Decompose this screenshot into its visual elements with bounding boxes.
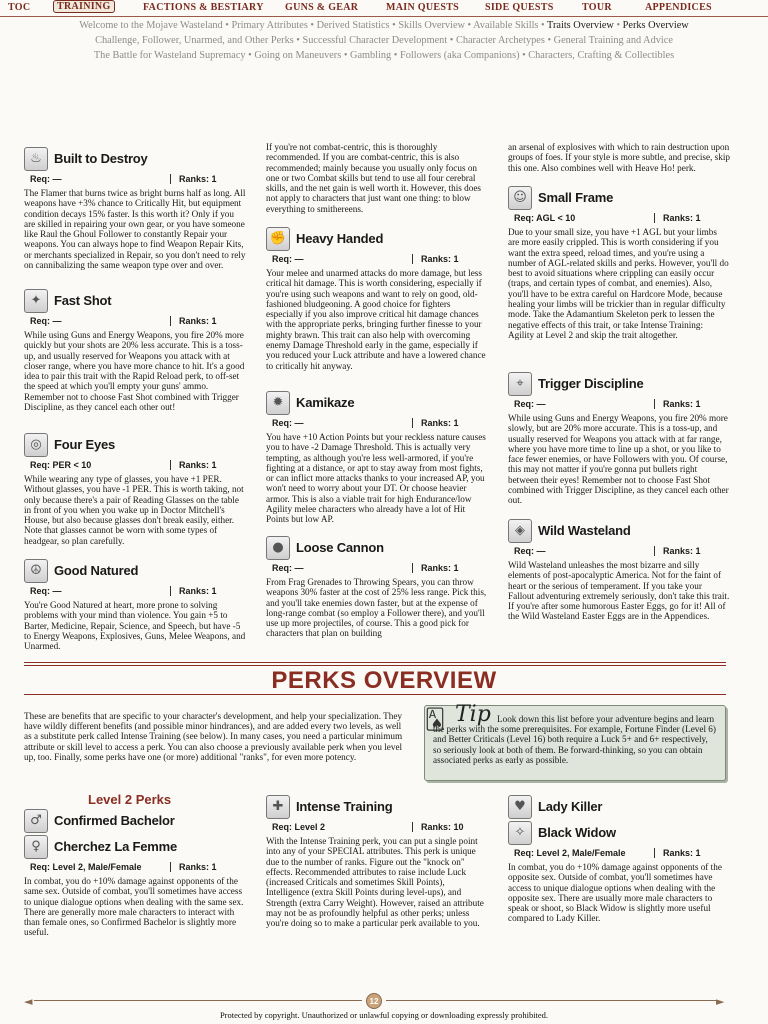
perk-title: Intense Training [296, 798, 393, 814]
trait-req-row: Req: — Ranks: 1 [508, 399, 730, 409]
trait-req-row: Req: — Ranks: 1 [266, 254, 488, 264]
subnav-line-2: Challenge, Follower, Unarmed, and Other Perks • Successful Character Development • Character Archetypes • General Training and Advice [95, 35, 673, 46]
trait-description: While using Guns and Energy Weapons, you fire 20% more quickly but your shots are 20% less accurate. This is a toss-up, and usually reserved for Weapons you attack with at closer range, where you have more chance to hit. It's a good idea to pair this trait with the Rapid Reload perk, to off-set the speed at which you'll empty your guns' ammo. Remember not to choose Fast Shot combined with Trigger Discipline, as they cancel each other out! [24, 330, 245, 413]
tip-text: Look down this list before your adventure begins and learn the perks with the some prerequisites. For example, Fortune Finder (Level 6) and Better Criticals (Level 16) both require a Luck 5+ and 6+ respectively, so seriously look at both of them. Be forward-thinking, so you can obtain associated perks as early as possible. [433, 714, 716, 765]
subnav-link[interactable]: Characters, Crafting & Collectibles [528, 50, 675, 61]
figure-icon: ☺ [508, 186, 532, 210]
trait-built-to-destroy [24, 146, 246, 270]
trigger-icon: ⌖ [508, 372, 532, 396]
ufo-icon: ◈ [508, 519, 532, 543]
trait-req-row: Req: — Ranks: 1 [24, 174, 246, 184]
trait-description: Due to your small size, you have +1 AGL but your limbs are more easily crippled. This is worth considering if you want the extra speed, reload times, and you're using a number of AGL-related skills and perks. However, you'll do best to avoid situations where crippling can easily occur (traps, and certain types of combat, and enemies). Also, you'll have to be extra careful on Hardcore Mode, because healing your limbs will be trickier than in regular difficulty mode. Take the Adamantium Skeleton perk to lessen the negative effects of this trait, or take Intense Training: Agility at Level 2 and skip the trait altogether. [508, 227, 729, 340]
trait-description: an arsenal of explosives with which to rain destruction upon groups of foes. If your style is more subtle, and precise, skip this one. Also combines well with Heave Ho! perk. [508, 142, 730, 173]
trait-req-row: Req: AGL < 10 Ranks: 1 [508, 213, 730, 223]
perk-intense-training [266, 794, 488, 929]
subnav-link[interactable]: Primary Attributes [231, 20, 308, 31]
trait-req-row: Req: — Ranks: 1 [266, 563, 488, 573]
perk-title: Lady Killer [538, 798, 603, 814]
nav-appendices[interactable]: APPENDICES [645, 2, 712, 13]
trait-title: Wild Wasteland [538, 522, 631, 538]
trait-continuation [508, 142, 730, 173]
trait-description: Wild Wasteland unleashes the most bizarre and silly elements of post-apocalyptic America. Not for the faint of heart or the serious of temperament. If you take your Fallout adventuring extremely seriously, don't take this trait. If you're after some humorous Easter Eggs, go for it! All of the Wild Wasteland Easter Eggs are in the Appendices. [508, 560, 730, 622]
perks-intro: These are benefits that are specific to your character's development, and help your specialization. They have wildly different benefits (and possible minor hindrances), and are added every two levels, as well as a substitute perk called Intense Training (see below). In many cases, you need a particular minimum attribute or skill level to access a perk. You can also choose a previously available perk when you level up, too. Finally, some perks have one (or more) additional "ranks", for even more potency. [24, 711, 403, 762]
trait-description: Your melee and unarmed attacks do more damage, but less critical hit damage. This is worth considering, especially if you're using such weapons and want to rely on good, old-fashioned bludgeoning. A good choice for fighters especially if you also improve critical hit damage chances with the appropriate perks, bringing further finesse to your mighty brawn. This trait can also help with overcoming enemy Damage Threshold early in the game, especially if you reduced your Luck attribute and have a lowered chance to critically hit anyway. [266, 268, 486, 371]
subnav-link[interactable]: Challenge, Follower, Unarmed, and Other Perks [95, 35, 294, 46]
level-heading: Level 2 Perks [88, 792, 172, 807]
perk-title: Confirmed Bachelor [54, 812, 175, 828]
nav-divider [0, 16, 768, 17]
nav-tour[interactable]: TOUR [582, 2, 612, 13]
subnav-link[interactable]: Going on Maneuvers [254, 50, 342, 61]
subnav-line-3: The Battle for Wasteland Supremacy • Going on Maneuvers • Gambling • Followers (aka Companions) • Characters, Crafting & Collectibles [93, 50, 675, 61]
trait-title: Good Natured [54, 562, 139, 578]
trait-description: You're Good Natured at heart, more prone to solving problems with your mind than violence. You gain +5 to Barter, Medicine, Repair, Science, and Speech, but have -5 to Energy Weapons, Explosives, Guns, Melee Weapons, and Unarmed. [24, 600, 246, 652]
trait-description: From Frag Grenades to Throwing Spears, you can throw weapons 30% faster at the cost of 25% less range. Pick this, and you'll take enemies down faster, but at the expense of long-range combat (so employ a Follower there), and you'll use up more projectiles, of course. This a good pick for characters that plan on building [266, 577, 487, 639]
subnav-link[interactable]: Successful Character Development [302, 35, 448, 46]
trait-title: Four Eyes [54, 436, 116, 452]
subnav-line-1: Welcome to the Mojave Wasteland • Primary Attributes • Derived Statistics • Skills Overview • Available Skills • Traits Overview • Perks Overview [79, 20, 689, 31]
subnav-link[interactable]: The Battle for Wasteland Supremacy [93, 50, 246, 61]
perk-req-row: Req: Level 2 Ranks: 10 [266, 822, 488, 832]
trait-title: Loose Cannon [296, 539, 384, 555]
arrow-right-icon: ► [716, 995, 725, 1008]
peace-icon: ☮ [24, 559, 48, 583]
nav-main-quests[interactable]: MAIN QUESTS [386, 2, 460, 13]
trait-description: The Flamer that burns twice as bright burns half as long. All weapons have +3% chance to Critically Hit, but equipment condition decays 15% faster. Is this worth it? Only if you are skilled in repairing your own gear, or you have someone like Raul the Ghoul Follower to constantly Repair your weapons. You can always hope to find Weapon Repair Kits, or merchants specialized in Repair, so you don't need to rely on cannibalizing the same weapon type over and over. [24, 188, 246, 271]
trait-title: Kamikaze [296, 394, 355, 410]
nav-training[interactable]: TRAINING [53, 0, 115, 13]
glasses-icon: ◎ [24, 433, 48, 457]
trait-continuation [266, 142, 488, 214]
subnav-link[interactable]: Available Skills [473, 20, 539, 31]
arrow-left-icon: ◄ [24, 995, 33, 1008]
section-title: PERKS OVERVIEW [271, 667, 497, 694]
tip-label: Tip [455, 702, 491, 727]
lady-killer-icon: ♥ [508, 795, 532, 819]
grenade-icon: ● [266, 536, 290, 560]
perk-confirmed-bachelor [24, 808, 246, 938]
nav-guns-gear[interactable]: GUNS & GEAR [285, 2, 359, 13]
training-icon: ✚ [266, 795, 290, 819]
top-nav [0, 0, 768, 16]
nav-factions-bestiary[interactable]: FACTIONS & BESTIARY [143, 2, 264, 13]
perk-title: Black Widow [538, 824, 616, 840]
trait-fast-shot [24, 288, 246, 412]
trait-req-row: Req: PER < 10 Ranks: 1 [24, 460, 246, 470]
bachelor-icon: ♂ [24, 809, 48, 833]
trait-description: If you're not combat-centric, this is thoroughly recommended. If you are combat-centric, this is also recommended; mainly because you usually only focus on one or two Combat skills but tend to use all four cerebral skills, and the net gain is well worth it. However, this does not apply to characters that just want one thing: to blow everything to smithereens. [266, 142, 481, 214]
trait-title: Small Frame [538, 189, 614, 205]
subnav-link[interactable]: Followers (aka Companions) [399, 50, 520, 61]
trait-heavy-handed [266, 226, 488, 371]
subnav-link[interactable]: Welcome to the Mojave Wasteland [79, 20, 223, 31]
trait-loose-cannon [266, 535, 488, 639]
trait-trigger-discipline [508, 371, 730, 506]
tip-box [424, 702, 726, 781]
trait-req-row: Req: — Ranks: 1 [24, 586, 246, 596]
perk-description: With the Intense Training perk, you can put a single point into any of your SPECIAL attributes. This perk is unique due to the number of ranks. Figure out the "knock on" effects. Recommended attributes to raise include Luck (increased Criticals and sometimes Skill Points), Intelligence (extra Skill Points during level-ups), and Strength (extra Carry Weight). However, raised an attribute may not be as profoundly helpful as other perks; unless you're doing so to make a particular perk available to you. [266, 836, 484, 929]
trait-kamikaze [266, 390, 488, 525]
trait-title: Trigger Discipline [538, 375, 644, 391]
trait-req-row: Req: — Ranks: 1 [508, 546, 730, 556]
flame-icon: ♨ [24, 147, 48, 171]
banner-rule-top-inner [24, 665, 726, 666]
femme-icon: ♀ [24, 835, 48, 859]
copyright-notice: Protected by copyright. Unauthorized or unlawful copying or downloading expressly prohibited. [219, 1010, 549, 1020]
perk-req-row: Req: Level 2, Male/Female Ranks: 1 [24, 862, 246, 872]
trait-req-row: Req: — Ranks: 1 [24, 316, 246, 326]
trait-title: Heavy Handed [296, 230, 384, 246]
subnav-link[interactable]: Character Archetypes [455, 35, 545, 46]
trait-description: While wearing any type of glasses, you have +1 PER. Without glasses, you have -1 PER. This is worth taking, not only because there's a pair of Reading Glasses on the table in front of you when you wake up in Doctor Mitchell's House, but also because glasses don't break easily, either. Note that glasses cannot be worn with some types of headgear, so plan carefully. [24, 474, 244, 546]
trait-description: While using Guns and Energy Weapons, you fire 20% more slowly, but are 20% more accurate. This is a toss-up, and usually reserved for Weapons you attack with at far range, where you have more time to line up a shot, or you like to face fewer enemies, or have Followers with you. Of course, this may not matter if you're gonna put bullets right between their eyes! Remember not to choose Fast Shot combined with Trigger Discipline, as they cancel each other out. [508, 413, 729, 506]
fist-icon: ✊ [266, 227, 290, 251]
banner-rule-bottom [24, 694, 726, 695]
explosion-icon: ✹ [266, 391, 290, 415]
perk-lady-killer [508, 794, 730, 924]
widow-icon: ✧ [508, 821, 532, 845]
trait-four-eyes [24, 432, 246, 546]
trait-wild-wasteland [508, 518, 730, 622]
perk-req-row: Req: Level 2, Male/Female Ranks: 1 [508, 848, 730, 858]
gun-icon: ✦ [24, 289, 48, 313]
nav-toc[interactable]: TOC [8, 2, 31, 13]
banner-rule-top [24, 662, 726, 663]
subnav-link-current[interactable]: Traits Overview [547, 20, 614, 31]
subnav-link[interactable]: Skills Overview [398, 20, 465, 31]
trait-good-natured [24, 558, 246, 651]
perk-title: Cherchez La Femme [54, 838, 178, 854]
trait-small-frame [508, 185, 730, 340]
trait-title: Fast Shot [54, 292, 112, 308]
subnav-link[interactable]: Derived Statistics [316, 20, 390, 31]
subnav-link[interactable]: General Training and Advice [553, 35, 673, 46]
nav-side-quests[interactable]: SIDE QUESTS [485, 2, 554, 13]
trait-title: Built to Destroy [54, 150, 148, 166]
footer-rule-left [34, 1000, 362, 1001]
footer-rule-right [386, 1000, 716, 1001]
trait-description: You have +10 Action Points but your reckless nature causes you to have -2 Damage Threshold. This is actually very tempting, as although you're less well-armored, if you're fighting at a distance, or apt to stay away from most fights, or can inflict more attacks thanks to your increased AP, you won't need to worry about your DT. Or choose heavier armor. This is also a viable trait for high Endurance/low Agility melee characters who already have a lot of Hit Points but low AP. [266, 432, 486, 525]
perk-description: In combat, you do +10% damage against opponents of the same sex. Outside of combat, you'll sometimes have access to unique dialogue options when dealing with the same sex. There are generally more male characters to interact with than female ones, so Confirmed Bachelor is slightly more useful. [24, 876, 244, 938]
trait-req-row: Req: — Ranks: 1 [266, 418, 488, 428]
playing-cards-icon: 🂡 [424, 706, 446, 731]
subnav-link-current[interactable]: Perks Overview [622, 20, 689, 31]
subnav-link[interactable]: Gambling [350, 50, 392, 61]
perk-description: In combat, you do +10% damage against opponents of the opposite sex. Outside of combat, you'll sometimes have access to unique dialogue options when dealing with the opposite sex. There are usually more male characters to speak or shoot, so Black Widow is slightly more useful compared to Lady Killer. [508, 862, 722, 924]
page-number: 12 [366, 993, 382, 1009]
